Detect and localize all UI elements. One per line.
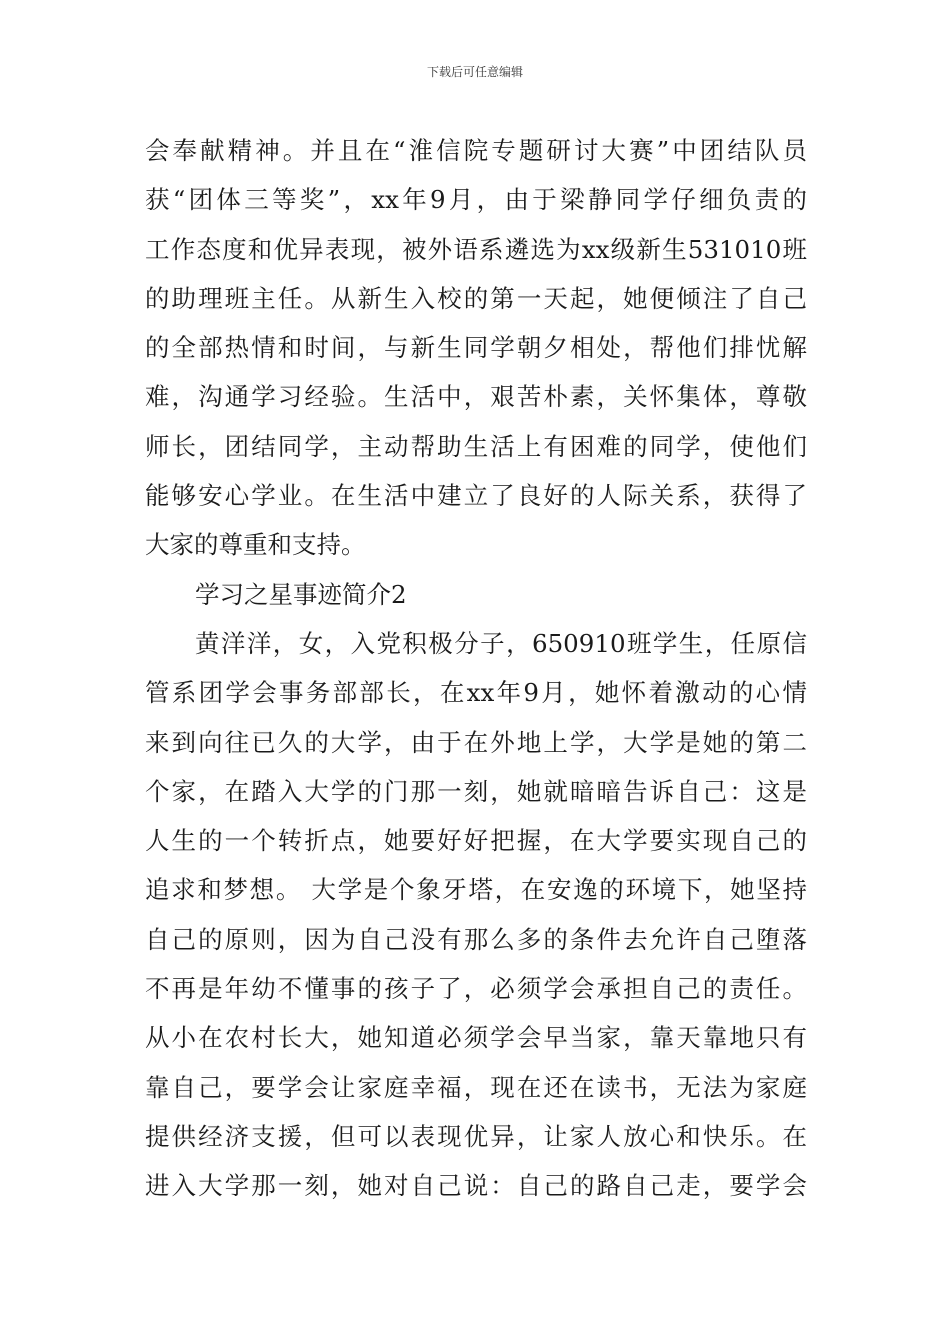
text-line: 难，沟通学习经验。生活中，艰苦朴素，关怀集体，尊敬 [145, 382, 807, 412]
text-line: 能够安心学业。在生活中建立了良好的人际关系，获得了 [145, 481, 807, 511]
text-line: 来到向往已久的大学，由于在外地上学，大学是她的第二 [145, 727, 807, 757]
text-line: 追求和梦想。 大学是个象牙塔，在安逸的环境下，她坚持 [145, 875, 807, 905]
page-header: 下载后可任意编辑 [426, 65, 523, 79]
text-line: 黄洋洋，女，入党积极分子，650910班学生，任原信 [195, 628, 807, 658]
text-line: 大家的尊重和支持。 [145, 530, 366, 560]
text-line: 个家，在踏入大学的门那一刻，她就暗暗告诉自己：这是 [145, 776, 807, 806]
text-line: 从小在农村长大，她知道必须学会早当家，靠天靠地只有 [145, 1023, 807, 1053]
paragraph-main [145, 619, 807, 1211]
text-line: 的全部热情和时间，与新生同学朝夕相处，帮他们排忧解 [145, 333, 807, 363]
text-line: 的助理班主任。从新生入校的第一天起，她便倾注了自己 [145, 283, 807, 313]
text-line: 进入大学那一刻，她对自己说：自己的路自己走，要学会 [145, 1171, 807, 1201]
section-heading [145, 570, 807, 619]
text-line: 不再是年幼不懂事的孩子了，必须学会承担自己的责任。 [145, 974, 807, 1004]
text-line: 师长，团结同学，主动帮助生活上有困难的同学，使他们 [145, 431, 807, 461]
paragraph-continued [145, 126, 807, 570]
text-line: 人生的一个转折点，她要好好把握，在大学要实现自己的 [145, 826, 807, 856]
text-line: 工作态度和优异表现，被外语系遴选为xx级新生531010班 [145, 234, 807, 264]
text-line: 自己的原则，因为自己没有那么多的条件去允许自己堕落 [145, 924, 807, 954]
text-line: 获“团体三等奖”，xx年9月，由于梁静同学仔细负责的 [145, 185, 807, 215]
text-line: 提供经济支援，但可以表现优异，让家人放心和快乐。在 [145, 1121, 807, 1151]
document-body [145, 126, 807, 1211]
text-line: 靠自己，要学会让家庭幸福，现在还在读书，无法为家庭 [145, 1072, 807, 1102]
heading-line: 学习之星事迹简介2 [195, 579, 407, 609]
text-line: 会奉献精神。并且在“淮信院专题研讨大赛”中团结队员 [145, 136, 807, 165]
text-line: 管系团学会事务部部长，在xx年9月，她怀着激动的心情 [145, 678, 807, 708]
